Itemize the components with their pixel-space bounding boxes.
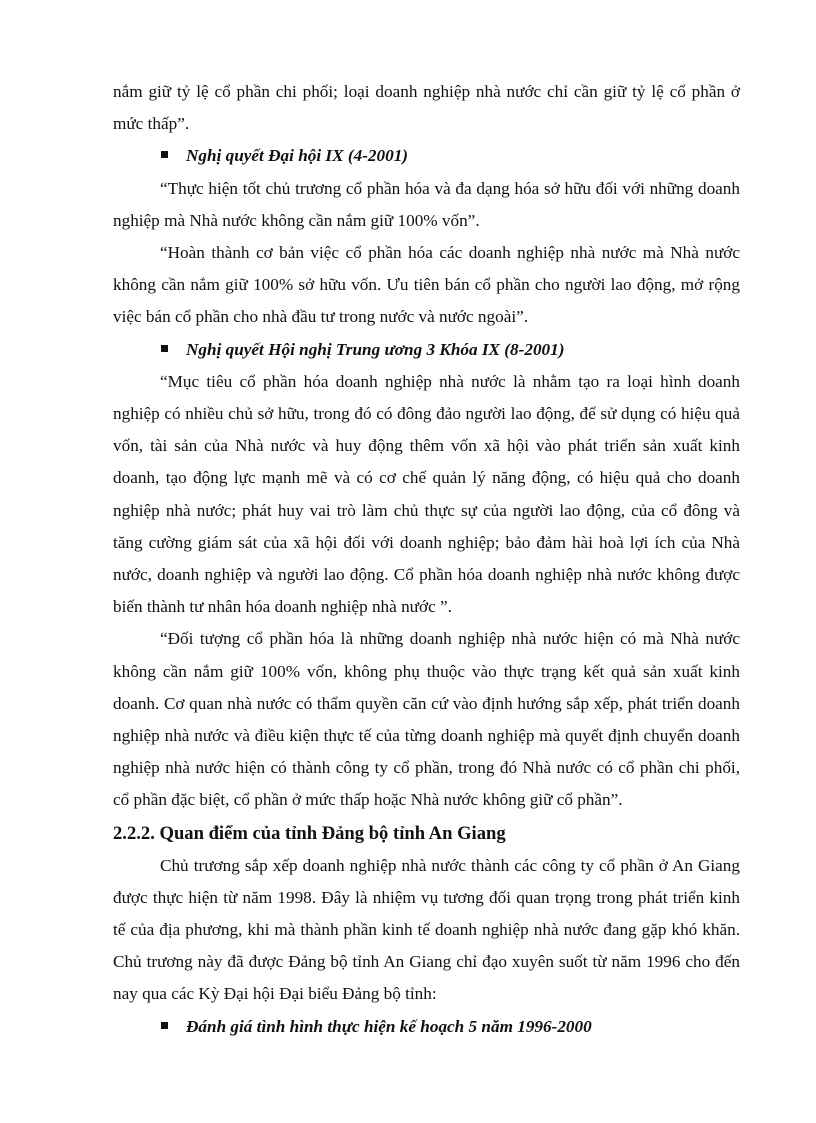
paragraph-body: Chủ trương sắp xếp doanh nghiệp nhà nước thành các công ty cổ phần ở An Giang được thực hiện từ năm 1998. Đây là nhiệm vụ tương đối quan trọng trong phát triển kinh tế của địa phương, khi mà thành phần kinh tế doanh nghiệp nhà nước đang gặp khó khăn. Chủ trương này đã được Đảng bộ tỉnh An Giang chỉ đạo xuyên suốt từ năm 1996 cho đến nay qua các Kỳ Đại hội Đại biểu Đảng bộ tỉnh: [113,855,740,1004]
section-heading: 2.2.2. Quan điểm của tỉnh Đảng bộ tỉnh An Giang [113,822,506,844]
paragraph-quote: “Mục tiêu cổ phần hóa doanh nghiệp nhà nước là nhằm tạo ra loại hình doanh nghiệp có nhiều chủ sở hữu, trong đó có đông đảo người lao động, để sử dụng có hiệu quả vốn, tài sản của Nhà nước và huy động thêm vốn xã hội vào phát triển sản xuất kinh doanh, tạo động lực mạnh mẽ và có cơ chế quản lý năng động, có hiệu quả cho doanh nghiệp nhà nước; phát huy vai trò làm chủ thực sự của người lao động, của cổ đông và tăng cường giám sát của xã hội đối với doanh nghiệp; bảo đảm hài hoà lợi ích của Nhà nước, doanh nghiệp và người lao động. Cổ phần hóa doanh nghiệp nhà nước không được biến thành tư nhân hóa doanh nghiệp nhà nước ”. [113,371,740,617]
bullet-heading-text: Đánh giá tình hình thực hiện kế hoạch 5 năm 1996-2000 [186,1016,592,1036]
paragraph-quote: “Đối tượng cổ phần hóa là những doanh nghiệp nhà nước hiện có mà Nhà nước không cần nắm giữ 100% vốn, không phụ thuộc vào thực trạng kết quả sản xuất kinh doanh. Cơ quan nhà nước có thẩm quyền căn cứ vào định hướng sắp xếp, phát triển doanh nghiệp nhà nước và điều kiện thực tế của từng doanh nghiệp mà quyết định chuyển doanh nghiệp nhà nước hiện có thành công ty cổ phần, trong đó Nhà nước có cổ phần chi phối, cổ phần đặc biệt, cổ phần ở mức thấp hoặc Nhà nước không giữ cổ phần”. [113,629,740,810]
paragraph-quote: “Hoàn thành cơ bản việc cổ phần hóa các doanh nghiệp nhà nước mà Nhà nước không cần nắm giữ 100% sở hữu vốn. Ưu tiên bán cổ phần cho người lao động, mở rộng việc bán cổ phần cho nhà đầu tư trong nước và nước ngoài”. [113,243,740,327]
paragraph-continuation: nắm giữ tỷ lệ cổ phần chi phối; loại doanh nghiệp nhà nước chỉ cần giữ tỷ lệ cổ phần ở mức thấp”. [113,82,740,134]
bullet-heading-text: Nghị quyết Hội nghị Trung ương 3 Khóa IX (8-2001) [186,339,565,359]
bullet-heading-text: Nghị quyết Đại hội IX (4-2001) [186,146,409,166]
square-bullet-icon [161,151,168,158]
bullet-heading-ke-hoach-5-nam [113,1011,740,1043]
bullet-heading-dai-hoi-ix [113,140,740,172]
square-bullet-icon [161,1022,168,1029]
paragraph-quote: “Thực hiện tốt chủ trương cổ phần hóa và đa dạng hóa sở hữu đối với những doanh nghiệp mà Nhà nước không cần nắm giữ 100% vốn”. [113,178,740,230]
bullet-heading-hoi-nghi-tw3 [113,334,740,366]
square-bullet-icon [161,345,168,352]
